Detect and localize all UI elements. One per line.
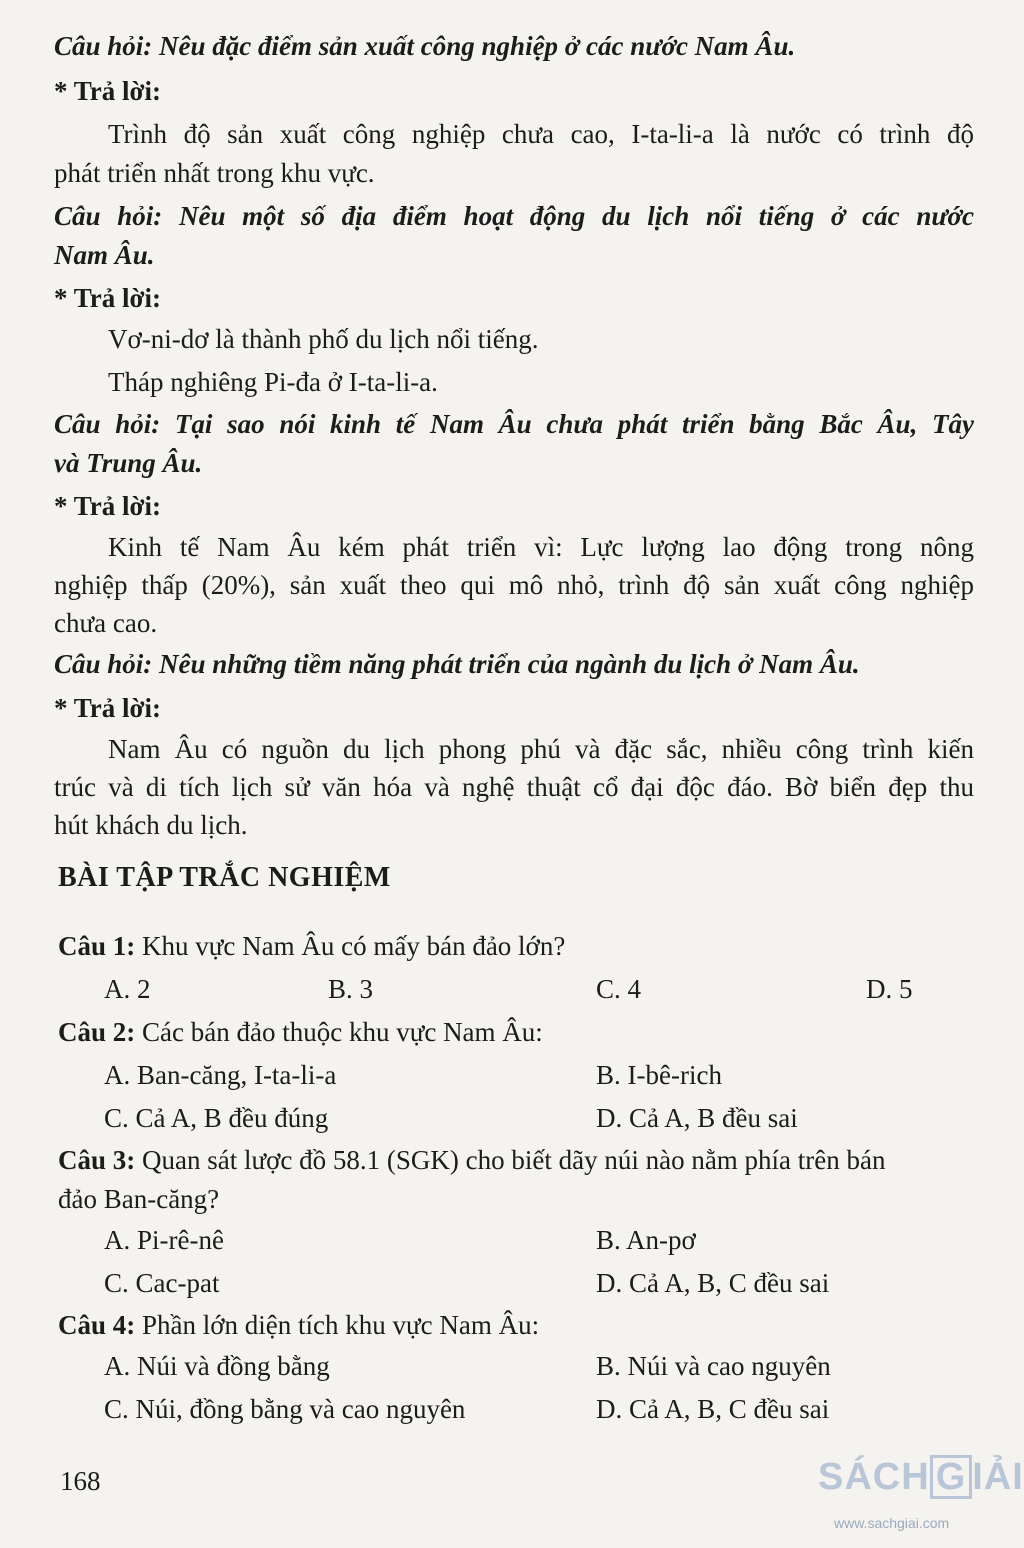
mcq-option-a: A. Núi và đồng bằng: [104, 1351, 330, 1381]
answer-label: * Trả lời:: [54, 693, 161, 723]
watermark-logo-right: IẢI: [972, 1456, 1024, 1498]
watermark-url: www.sachgiai.com: [834, 1515, 950, 1531]
mcq-question: [58, 1141, 978, 1179]
mcq-option-a: A. 2: [104, 974, 151, 1004]
body-line: trúc và di tích lịch sử văn hóa và nghệ thuật cổ đại độc đáo. Bờ biển đẹp thu: [54, 772, 974, 802]
mcq-option-d: D. Cả A, B đều sai: [596, 1103, 798, 1133]
mcq-option-d: D. Cả A, B, C đều sai: [596, 1394, 830, 1424]
mcq-option-d: D. 5: [866, 974, 913, 1004]
mcq-option-b: B. I-bê-rich: [596, 1060, 722, 1090]
mcq-label: Câu 4:: [58, 1310, 136, 1340]
mcq-text: Quan sát lược đồ 58.1 (SGK) cho biết dãy núi nào nằm phía trên bán: [135, 1145, 886, 1175]
section-title: BÀI TẬP TRẮC NGHIỆM: [58, 862, 391, 893]
body-line: Kinh tế Nam Âu kém phát triển vì: Lực lượng lao động trong nông: [108, 532, 974, 562]
question-heading: Câu hỏi: Nêu một số địa điểm hoạt động du lịch nổi tiếng ở các nước: [54, 201, 974, 231]
mcq-option-c: C. Cả A, B đều đúng: [104, 1103, 329, 1133]
mcq-option-c: C. Cac-pat: [104, 1268, 220, 1298]
mcq-label: Câu 1:: [58, 931, 136, 961]
mcq-option-d: D. Cả A, B, C đều sai: [596, 1268, 830, 1298]
mcq-option-a: A. Pi-rê-nê: [104, 1225, 224, 1255]
mcq-question: [58, 1306, 978, 1344]
watermark-logo: [818, 1455, 1024, 1541]
mcq-label: Câu 3:: [58, 1145, 136, 1175]
mcq-text: Phần lớn diện tích khu vực Nam Âu:: [135, 1310, 540, 1340]
mcq-option-a: A. Ban-căng, I-ta-li-a: [104, 1060, 337, 1090]
watermark-logo-text: [818, 1455, 1024, 1499]
mcq-option-b: B. 3: [328, 974, 374, 1004]
question-heading: Câu hỏi: Nêu đặc điểm sản xuất công nghiệp ở các nước Nam Âu.: [54, 31, 796, 61]
question-heading: Câu hỏi: Tại sao nói kinh tế Nam Âu chưa phát triển bằng Bắc Âu, Tây: [54, 409, 974, 439]
watermark-logo-left: SÁCH: [818, 1456, 930, 1498]
question-heading: Câu hỏi: Nêu những tiềm năng phát triển của ngành du lịch ở Nam Âu.: [54, 649, 860, 679]
body-line: chưa cao.: [54, 608, 158, 638]
mcq-text: Các bán đảo thuộc khu vực Nam Âu:: [135, 1017, 543, 1047]
body-line: Vơ-ni-dơ là thành phố du lịch nổi tiếng.: [108, 324, 539, 354]
body-line: Nam Âu có nguồn du lịch phong phú và đặc sắc, nhiều công trình kiến: [108, 734, 974, 764]
mcq-option-c: C. 4: [596, 974, 642, 1004]
body-line: phát triển nhất trong khu vực.: [54, 158, 375, 188]
answer-label: * Trả lời:: [54, 283, 161, 313]
body-line: Tháp nghiêng Pi-đa ở I-ta-li-a.: [108, 367, 438, 397]
mcq-question: [58, 927, 978, 965]
mcq-option-c: C. Núi, đồng bằng và cao nguyên: [104, 1394, 466, 1424]
answer-label: * Trả lời:: [54, 491, 161, 521]
mcq-text-continued: đảo Ban-căng?: [58, 1184, 220, 1214]
page-number: 168: [60, 1466, 101, 1496]
question-heading: và Trung Âu.: [54, 448, 203, 478]
mcq-option-b: B. Núi và cao nguyên: [596, 1351, 831, 1381]
mcq-label: Câu 2:: [58, 1017, 136, 1047]
answer-label: * Trả lời:: [54, 76, 161, 106]
mcq-question: [58, 1013, 978, 1051]
body-line: hút khách du lịch.: [54, 810, 248, 840]
question-heading: Nam Âu.: [54, 240, 155, 270]
body-line: nghiệp thấp (20%), sản xuất theo qui mô nhỏ, trình độ sản xuất công nghiệp: [54, 570, 974, 600]
body-line: Trình độ sản xuất công nghiệp chưa cao, I-ta-li-a là nước có trình độ: [108, 119, 974, 149]
mcq-text: Khu vực Nam Âu có mấy bán đảo lớn?: [135, 931, 566, 961]
mcq-option-b: B. An-pơ: [596, 1225, 696, 1255]
watermark-logo-box: G: [930, 1455, 973, 1499]
